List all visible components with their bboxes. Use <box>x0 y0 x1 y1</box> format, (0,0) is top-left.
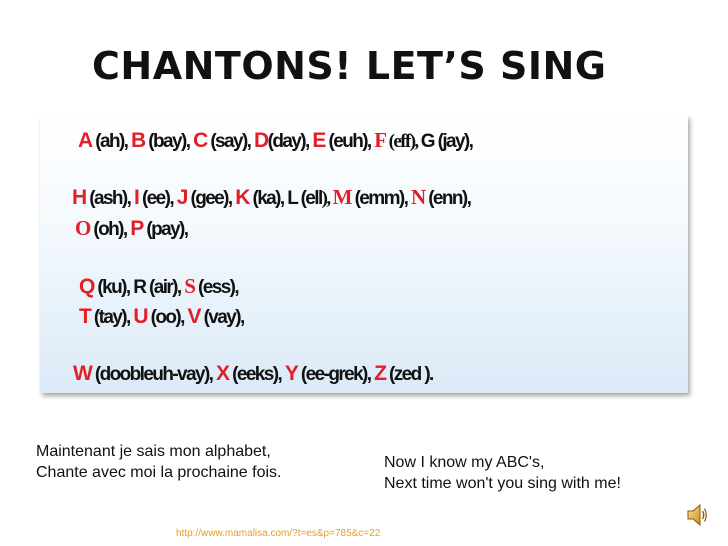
alphabet-line-6 <box>73 362 433 386</box>
pronunciation-text: ), <box>321 188 333 209</box>
pronunciation-text: (day), <box>267 131 313 152</box>
pronunciation-text: (zed ). <box>385 364 433 385</box>
caption-english-line-1: Now I know my ABC's, <box>384 454 545 471</box>
pronunciation-text: (doobleuh-vay), <box>91 364 217 385</box>
speaker-icon[interactable] <box>686 502 708 528</box>
alphabet-line-3 <box>75 216 187 241</box>
pronunciation-text: (ess), <box>194 277 239 298</box>
pronunciation-text: G (jay), <box>420 131 473 152</box>
caption-french-line-1: Maintenant je sais mon alphabet, <box>36 443 271 460</box>
pronunciation-text: (oo), <box>146 307 188 328</box>
pronunciation-text: (tay), <box>90 307 134 328</box>
alphabet-line-4 <box>79 274 238 299</box>
pronunciation-text: (bay), <box>144 131 194 152</box>
letter-t: T <box>79 305 91 328</box>
pronunciation-text: (eff), <box>385 131 421 152</box>
letter-j: J <box>176 186 187 209</box>
letter-f: F <box>374 128 386 152</box>
letter-d: D <box>254 129 268 152</box>
pronunciation-text: (vay), <box>199 307 244 328</box>
letter-s: S <box>184 274 195 298</box>
letter-n: N <box>410 185 425 209</box>
letter-p: P <box>130 217 143 240</box>
pronunciation-text: (say), <box>206 131 255 152</box>
letter-a: A <box>78 129 92 152</box>
letter-k: K <box>235 186 249 209</box>
letter-y: Y <box>284 362 298 385</box>
letter-e: E <box>312 129 325 152</box>
slide-title: CHANTONS! LET’S SING <box>92 44 607 88</box>
letter-i: I <box>134 186 139 209</box>
letter-q: Q <box>79 275 94 298</box>
pronunciation-text: (eeks), <box>228 364 285 385</box>
caption-french <box>36 441 281 483</box>
letter-m: M <box>332 185 351 209</box>
pronunciation-text: (euh), <box>324 131 375 152</box>
pronunciation-text: (ka), L (ell <box>248 188 322 209</box>
pronunciation-text: (ee), <box>138 188 177 209</box>
alphabet-line-1 <box>78 128 472 153</box>
pronunciation-text: (ah), <box>91 131 132 152</box>
pronunciation-text: (pay), <box>142 219 188 240</box>
letter-v: V <box>187 305 200 328</box>
pronunciation-text: (ku), R (air), <box>93 277 185 298</box>
pronunciation-text: (oh), <box>89 219 131 240</box>
pronunciation-text: (emm), <box>350 188 411 209</box>
alphabet-line-5 <box>79 305 244 329</box>
source-link[interactable]: http://www.mamalisa.com/?t=es&p=785&c=22 <box>176 528 381 539</box>
caption-english <box>384 452 621 494</box>
letter-o: O <box>75 216 90 240</box>
pronunciation-text: (gee), <box>186 188 236 209</box>
alphabet-box <box>40 115 688 393</box>
letter-b: B <box>131 129 145 152</box>
caption-english-line-2: Next time won't you sing with me! <box>384 475 621 492</box>
letter-u: U <box>133 305 147 328</box>
alphabet-line-2 <box>72 185 470 210</box>
letter-c: C <box>193 129 207 152</box>
pronunciation-text: (ash), <box>85 188 135 209</box>
letter-h: H <box>72 186 86 209</box>
caption-french-line-2: Chante avec moi la prochaine fois. <box>36 464 282 481</box>
letter-w: W <box>73 362 92 385</box>
pronunciation-text: (enn), <box>424 188 471 209</box>
letter-z: Z <box>374 362 386 385</box>
letter-x: X <box>216 362 229 385</box>
pronunciation-text: (ee-grek), <box>297 364 375 385</box>
